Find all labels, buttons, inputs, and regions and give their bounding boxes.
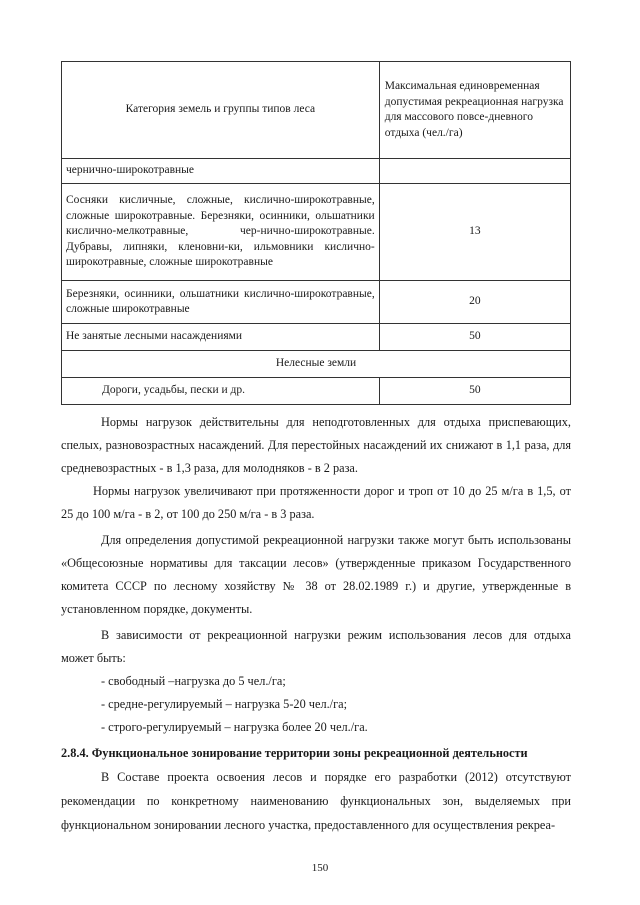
page-number: 150 (311, 862, 329, 874)
table-section-row (62, 351, 571, 378)
row-value (379, 159, 570, 184)
row-category: Сосняки кисличные, сложные, кислично-широкотравные, сложные широкотравные. Березняки, осинники, ольшатники кислично-мелкотравные, чер-нично-широкотравные. Дубравы, липняки, кленовни-ки, ильмовники кислично-широкотравные, сложные широкотравные (62, 184, 380, 281)
list-item: - строго-регулируемый – нагрузка более 20 чел./га. (101, 720, 368, 734)
row-category: Не занятые лесными насаждениями (62, 324, 380, 351)
list-item: - средне-регулируемый – нагрузка 5-20 чел./га; (101, 697, 347, 711)
table-row (62, 281, 571, 324)
section-heading: 2.8.4. Функциональное зонирование территории зоны рекреационной деятельности (61, 746, 528, 760)
header-load: Максимальная единовременная допустимая рекреационная нагрузка для массового повсе-дневного отдыха (чел./га) (379, 62, 570, 159)
paragraph-road-increase: Нормы нагрузок увеличивают при протяженности дорог и троп от 10 до 25 м/га в 1,5, от 25 до 100 м/га - в 2, от 100 до 250 м/га - в 3 раза. (61, 484, 571, 521)
row-value: 13 (379, 184, 570, 281)
list-item: - свободный –нагрузка до 5 чел./га; (101, 674, 286, 688)
paragraph-regime: В зависимости от рекреационной нагрузки режим использования лесов для отдыха может быть: (61, 628, 571, 665)
section-text: В Составе проекта освоения лесов и порядке его разработки (2012) отсутствуют рекомендации по конкретному наименованию функциональных зон, выделяемых при функциональном зонировании лесного участка, предоставленного для осуществления рекреа- (61, 770, 571, 832)
row-value: 50 (379, 324, 570, 351)
table-row (62, 324, 571, 351)
table-row (62, 184, 571, 281)
body-paragraphs (61, 411, 571, 739)
row-category: Дороги, усадьбы, пески и др. (62, 378, 380, 405)
paragraph-load-norms: Нормы нагрузок действительны для неподготовленных для отдыха приспевающих, спелых, разновозрастных насаждений. Для перестойных насаждений их снижают в 1,1 раза, для средневозрастных - в 1,3 раза, для молодняков - в 2 раза. (61, 415, 571, 475)
section-paragraph (61, 765, 571, 837)
header-category: Категория земель и группы типов леса (62, 62, 380, 159)
row-value: 20 (379, 281, 570, 324)
paragraph-standards: Для определения допустимой рекреационной нагрузки также могут быть использованы «Общесоюзные нормативы для таксации лесов» (утвержденные приказом Государственного комитета СССР по лесному хозяйству № 38 от 28.02.1989 г.) и другие, утвержденные в установленном порядке, документы. (61, 533, 571, 616)
section-nonforest-label: Нелесные земли (62, 351, 571, 378)
table-row (62, 159, 571, 184)
row-category: Березняки, осинники, ольшатники кислично-широкотравные, сложные широкотравные (62, 281, 380, 324)
row-value: 50 (379, 378, 570, 405)
table-header-row (62, 62, 571, 159)
row-category: чернично-широкотравные (62, 159, 380, 184)
table-row (62, 378, 571, 405)
recreation-load-table (61, 61, 571, 405)
